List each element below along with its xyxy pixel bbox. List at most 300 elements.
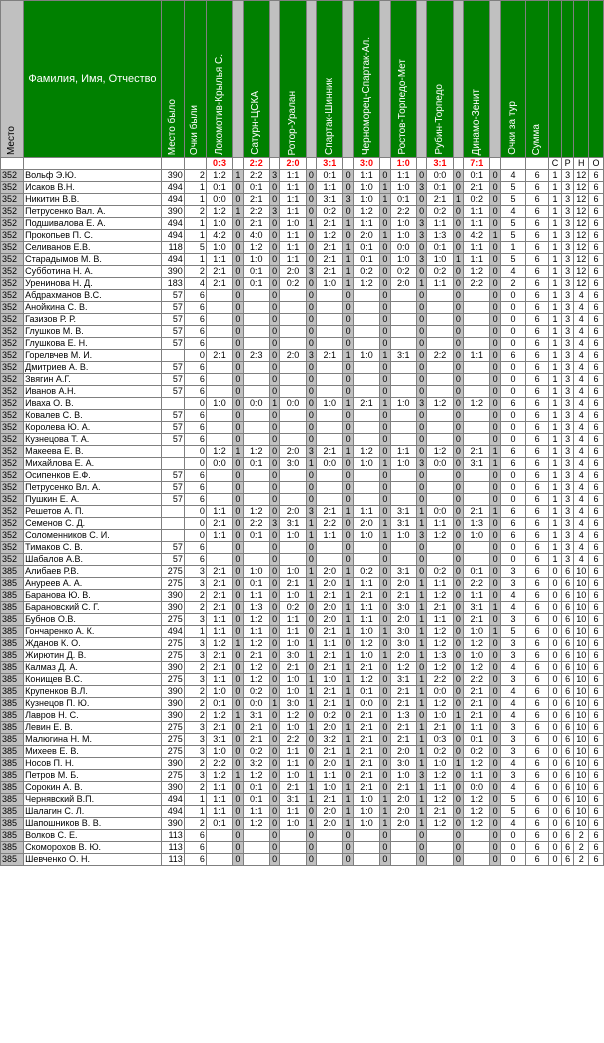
match-points-cell: 0: [269, 674, 280, 686]
match-points-cell: 1: [416, 758, 427, 770]
match-points-cell: 1: [306, 770, 317, 782]
tour-points-cell: 0: [500, 362, 525, 374]
match-points-cell: 0: [306, 602, 317, 614]
stat-cell: 4: [574, 314, 589, 326]
match-points-cell: 0: [490, 734, 501, 746]
points-were-cell: 6: [184, 374, 206, 386]
prediction-cell: 2:0: [390, 578, 416, 590]
match-points-cell: 1: [306, 674, 317, 686]
prediction-cell: 3:1: [390, 350, 416, 362]
place-cell: 385: [1, 722, 24, 734]
stat-cell: 4: [574, 350, 589, 362]
match-points-cell: 1: [306, 650, 317, 662]
match-points-cell: 0: [233, 554, 244, 566]
match-points-cell: 1: [343, 782, 354, 794]
prediction-cell: [390, 482, 416, 494]
match-points-cell: 0: [416, 662, 427, 674]
stat-cell: 4: [574, 362, 589, 374]
match-points-cell: 0: [453, 338, 464, 350]
prediction-cell: [206, 386, 232, 398]
prediction-cell: 2:0: [390, 278, 416, 290]
stat-cell: 3: [561, 182, 574, 194]
stat-cell: 4: [574, 386, 589, 398]
table-row: [1, 446, 604, 458]
prediction-cell: 1:2: [464, 638, 490, 650]
name-cell: Глушкова Е. Н.: [24, 338, 162, 350]
place-cell: 352: [1, 410, 24, 422]
prediction-cell: [243, 386, 269, 398]
stat-cell: 10: [574, 794, 589, 806]
prediction-cell: 1:1: [353, 170, 379, 182]
prediction-cell: 0:0: [464, 782, 490, 794]
match-points-cell: 0: [306, 854, 317, 866]
prediction-cell: 1:2: [317, 230, 343, 242]
match-points-cell: 0: [343, 518, 354, 530]
name-cell: Шабалов А.В.: [24, 554, 162, 566]
prediction-cell: [427, 326, 453, 338]
prediction-cell: 1:0: [353, 806, 379, 818]
match-points-cell: 0: [233, 722, 244, 734]
sum-cell: 6: [526, 494, 549, 506]
stat-cell: 3: [561, 326, 574, 338]
name-cell: Кузнецов П. Ю.: [24, 698, 162, 710]
stat-cell: 10: [574, 818, 589, 830]
table-row: [1, 230, 604, 242]
prediction-cell: [243, 422, 269, 434]
stat-cell: 4: [574, 302, 589, 314]
sum-cell: 6: [526, 842, 549, 854]
match-points-cell: 0: [269, 506, 280, 518]
stat-cell: 6: [589, 194, 604, 206]
match-points-cell: 0: [380, 422, 391, 434]
tour-points-cell: 3: [500, 746, 525, 758]
prediction-cell: [280, 386, 306, 398]
stat-cell: 0: [549, 614, 562, 626]
match-points-cell: 0: [380, 854, 391, 866]
prediction-cell: 1:2: [353, 638, 379, 650]
prediction-cell: 1:2: [206, 710, 232, 722]
prediction-cell: 0:1: [206, 818, 232, 830]
prediction-cell: 2:1: [353, 734, 379, 746]
match-points-cell: 0: [269, 806, 280, 818]
match-points-cell: 0: [380, 698, 391, 710]
match-points-cell: 0: [453, 278, 464, 290]
prediction-cell: [206, 410, 232, 422]
stat-cell: 6: [561, 698, 574, 710]
name-cell: Конищев В.С.: [24, 674, 162, 686]
stat-cell: 3: [561, 470, 574, 482]
stat-cell: 6: [589, 662, 604, 674]
match-points-cell: 0: [490, 302, 501, 314]
prediction-cell: [427, 302, 453, 314]
sum-cell: 6: [526, 254, 549, 266]
prediction-cell: 2:2: [243, 170, 269, 182]
prediction-cell: [390, 314, 416, 326]
prediction-cell: 2:1: [206, 590, 232, 602]
prediction-cell: 2:1: [317, 242, 343, 254]
prediction-cell: 2:1: [464, 710, 490, 722]
prediction-cell: 0:2: [427, 566, 453, 578]
match-points-cell: 0: [306, 290, 317, 302]
place-was-cell: 390: [161, 662, 184, 674]
match-points-cell: 0: [343, 770, 354, 782]
prediction-cell: [317, 338, 343, 350]
place-cell: 352: [1, 230, 24, 242]
prediction-cell: 3:0: [390, 602, 416, 614]
sum-cell: 6: [526, 362, 549, 374]
stat-cell: 1: [549, 290, 562, 302]
name-cell: Петрусенко Вл. А.: [24, 482, 162, 494]
table-row: [1, 350, 604, 362]
stat-cell: 6: [561, 806, 574, 818]
stat-cell: 10: [574, 770, 589, 782]
table-row: [1, 518, 604, 530]
match-points-cell: 0: [269, 770, 280, 782]
prediction-cell: 2:0: [280, 506, 306, 518]
prediction-cell: [280, 482, 306, 494]
points-were-cell: 3: [184, 578, 206, 590]
stat-cell: 6: [589, 182, 604, 194]
place-was-cell: 390: [161, 686, 184, 698]
match-points-cell: 0: [233, 602, 244, 614]
tour-points-cell: 0: [500, 326, 525, 338]
stat-cell: 3: [561, 386, 574, 398]
stat-cell: 6: [561, 830, 574, 842]
match-points-cell: 0: [453, 374, 464, 386]
stat-cell: 10: [574, 602, 589, 614]
name-cell: Баранова Ю. В.: [24, 590, 162, 602]
match-points-cell: 1: [233, 770, 244, 782]
match-points-cell: 1: [343, 590, 354, 602]
place-was-cell: 275: [161, 614, 184, 626]
table-row: [1, 710, 604, 722]
name-cell: Сорокин А. В.: [24, 782, 162, 794]
match-points-cell: 1: [490, 602, 501, 614]
place-was-cell: [161, 398, 184, 410]
match-points-cell: 1: [306, 722, 317, 734]
place-was-cell: [161, 458, 184, 470]
prediction-cell: 0:2: [280, 278, 306, 290]
prediction-cell: 1:2: [464, 818, 490, 830]
prediction-cell: [280, 338, 306, 350]
table-row: [1, 410, 604, 422]
place-cell: 352: [1, 554, 24, 566]
prediction-cell: 0:0: [206, 194, 232, 206]
match-points-cell: 0: [269, 818, 280, 830]
match-points-cell: 0: [269, 494, 280, 506]
place-cell: 352: [1, 326, 24, 338]
sum-cell: 6: [526, 470, 549, 482]
prediction-cell: 2:1: [206, 662, 232, 674]
prediction-cell: 2:2: [464, 674, 490, 686]
prediction-cell: 0:3: [427, 734, 453, 746]
tour-points-cell: 5: [500, 626, 525, 638]
match-points-cell: 0: [490, 494, 501, 506]
place-was-cell: [161, 530, 184, 542]
prediction-cell: 3:0: [390, 626, 416, 638]
match-points-cell: 0: [306, 230, 317, 242]
prediction-cell: 2:1: [353, 662, 379, 674]
match-points-cell: 0: [233, 350, 244, 362]
sum-cell: 6: [526, 650, 549, 662]
stat-cell: 6: [561, 602, 574, 614]
match-points-cell: 0: [380, 314, 391, 326]
tour-points-cell: 0: [500, 470, 525, 482]
place-cell: 385: [1, 686, 24, 698]
match-points-cell: 0: [416, 314, 427, 326]
match-points-cell: 0: [490, 686, 501, 698]
prediction-cell: [280, 422, 306, 434]
prediction-cell: [353, 482, 379, 494]
header-match-1: Локомотив-Крылья С.: [206, 1, 232, 158]
prediction-cell: [464, 338, 490, 350]
match-points-cell: 0: [343, 206, 354, 218]
points-were-cell: 2: [184, 206, 206, 218]
tour-points-cell: 0: [500, 854, 525, 866]
prediction-cell: 1:1: [280, 242, 306, 254]
match-points-cell: 0: [453, 830, 464, 842]
stat-cell: 3: [561, 170, 574, 182]
match-points-cell: 0: [233, 806, 244, 818]
match-points-cell: 0: [269, 854, 280, 866]
stat-cell: 1: [549, 458, 562, 470]
match-points-cell: 1: [453, 254, 464, 266]
header-match-4: Спартак-Шинник: [317, 1, 343, 158]
stat-cell: 6: [561, 674, 574, 686]
points-were-cell: 6: [184, 854, 206, 866]
prediction-cell: [390, 374, 416, 386]
prediction-cell: 2:1: [353, 722, 379, 734]
prediction-cell: [243, 854, 269, 866]
prediction-cell: 0:1: [243, 794, 269, 806]
tour-points-cell: 6: [500, 518, 525, 530]
place-was-cell: 57: [161, 482, 184, 494]
prediction-cell: 1:2: [427, 638, 453, 650]
match-points-cell: 0: [269, 290, 280, 302]
match-points-cell: 1: [490, 506, 501, 518]
prediction-cell: 2:0: [317, 578, 343, 590]
place-cell: 352: [1, 482, 24, 494]
stat-cell: 12: [574, 242, 589, 254]
prediction-cell: 2:1: [243, 734, 269, 746]
match-points-cell: 0: [306, 302, 317, 314]
match-points-cell: 1: [416, 518, 427, 530]
match-points-cell: 0: [269, 662, 280, 674]
prediction-cell: [317, 302, 343, 314]
prediction-cell: 1:2: [464, 662, 490, 674]
stat-cell: 6: [589, 782, 604, 794]
place-was-cell: [161, 446, 184, 458]
table-row: [1, 806, 604, 818]
place-was-cell: 57: [161, 470, 184, 482]
prediction-cell: 2:0: [390, 806, 416, 818]
prediction-cell: 0:0: [243, 398, 269, 410]
prediction-cell: 2:1: [317, 698, 343, 710]
match-points-cell: 0: [416, 374, 427, 386]
name-cell: Чернявский В.П.: [24, 794, 162, 806]
points-were-cell: 2: [184, 782, 206, 794]
stat-cell: 12: [574, 254, 589, 266]
name-cell: Пушкин Е. А.: [24, 494, 162, 506]
prediction-cell: 1:0: [206, 746, 232, 758]
table-row: [1, 638, 604, 650]
match-points-cell: 0: [269, 374, 280, 386]
tour-points-cell: 0: [500, 554, 525, 566]
prediction-cell: [464, 830, 490, 842]
prediction-cell: 0:0: [353, 698, 379, 710]
prediction-cell: 1:1: [243, 626, 269, 638]
match-points-cell: 1: [306, 518, 317, 530]
prediction-cell: 1:0: [317, 278, 343, 290]
prediction-cell: [206, 830, 232, 842]
match-points-cell: 0: [490, 662, 501, 674]
prediction-cell: [427, 542, 453, 554]
match-points-cell: 0: [269, 434, 280, 446]
prediction-cell: [427, 338, 453, 350]
match-points-cell: 0: [233, 302, 244, 314]
prediction-cell: 3:1: [464, 458, 490, 470]
name-cell: Носов П. Н.: [24, 758, 162, 770]
points-were-cell: 6: [184, 434, 206, 446]
match-points-cell: 0: [233, 662, 244, 674]
stat-cell: 10: [574, 710, 589, 722]
points-were-cell: 3: [184, 722, 206, 734]
match-points-cell: 0: [416, 326, 427, 338]
table-row: [1, 626, 604, 638]
stat-cell: 4: [574, 542, 589, 554]
name-cell: Анойкина С. В.: [24, 302, 162, 314]
match-points-cell: 1: [306, 590, 317, 602]
match-points-cell: 0: [233, 782, 244, 794]
match-points-cell: 0: [233, 746, 244, 758]
prediction-cell: 0:0: [280, 398, 306, 410]
match-points-cell: 0: [453, 446, 464, 458]
match-points-cell: 0: [490, 290, 501, 302]
prediction-cell: [390, 338, 416, 350]
match-points-cell: 0: [306, 386, 317, 398]
prediction-cell: 2:1: [390, 698, 416, 710]
prediction-cell: [280, 314, 306, 326]
name-cell: Соломенников С. И.: [24, 530, 162, 542]
prediction-cell: [280, 554, 306, 566]
stat-cell: 6: [589, 566, 604, 578]
prediction-cell: [243, 434, 269, 446]
sum-cell: 6: [526, 530, 549, 542]
stat-cell: 6: [589, 434, 604, 446]
match-points-cell: 0: [343, 470, 354, 482]
stat-cell: 1: [549, 314, 562, 326]
stat-cell: 6: [561, 794, 574, 806]
prediction-cell: 1:2: [243, 242, 269, 254]
prediction-cell: 1:1: [280, 806, 306, 818]
prediction-cell: 2:0: [353, 230, 379, 242]
match-points-cell: 0: [269, 314, 280, 326]
sum-cell: 6: [526, 278, 549, 290]
stat-cell: 4: [574, 470, 589, 482]
tour-points-cell: 0: [500, 542, 525, 554]
score-match-8: 7:1: [464, 158, 490, 170]
place-was-cell: 275: [161, 746, 184, 758]
prediction-cell: 2:1: [353, 782, 379, 794]
prediction-cell: 1:1: [427, 278, 453, 290]
match-points-cell: 0: [490, 746, 501, 758]
prediction-cell: 0:0: [427, 458, 453, 470]
sum-cell: 6: [526, 410, 549, 422]
table-row: [1, 386, 604, 398]
stat-cell: 6: [589, 794, 604, 806]
prediction-cell: 1:2: [464, 266, 490, 278]
points-were-cell: 1: [184, 194, 206, 206]
match-points-cell: 0: [269, 326, 280, 338]
match-points-cell: 0: [453, 638, 464, 650]
prediction-cell: [353, 338, 379, 350]
points-were-cell: 0: [184, 506, 206, 518]
points-were-cell: 0: [184, 398, 206, 410]
table-row: [1, 314, 604, 326]
prediction-cell: [390, 326, 416, 338]
match-points-cell: 1: [343, 806, 354, 818]
prediction-cell: 0:2: [427, 206, 453, 218]
match-points-cell: 0: [453, 674, 464, 686]
tour-points-cell: 2: [500, 278, 525, 290]
match-points-cell: 1: [269, 698, 280, 710]
prediction-cell: 1:1: [464, 254, 490, 266]
match-points-cell: 1: [416, 506, 427, 518]
match-points-cell: 1: [306, 686, 317, 698]
match-points-cell: 3: [269, 206, 280, 218]
prediction-cell: 1:2: [206, 770, 232, 782]
match-points-cell: 0: [453, 506, 464, 518]
prediction-cell: [206, 482, 232, 494]
prediction-cell: 1:2: [243, 818, 269, 830]
prediction-cell: [206, 290, 232, 302]
match-points-cell: 0: [490, 578, 501, 590]
prediction-cell: [390, 842, 416, 854]
match-points-cell: 0: [306, 626, 317, 638]
sum-cell: 6: [526, 662, 549, 674]
match-points-cell: 0: [306, 194, 317, 206]
prediction-cell: 0:1: [243, 278, 269, 290]
stat-cell: 6: [589, 218, 604, 230]
stat-cell: 6: [589, 818, 604, 830]
stat-cell: 4: [574, 374, 589, 386]
stat-cell: 6: [561, 782, 574, 794]
match-points-cell: 0: [490, 362, 501, 374]
stat-cell: 6: [589, 302, 604, 314]
prediction-cell: [353, 470, 379, 482]
match-points-cell: 3: [306, 446, 317, 458]
prediction-cell: 1:0: [353, 182, 379, 194]
match-points-cell: 0: [490, 350, 501, 362]
prediction-cell: 3:1: [280, 794, 306, 806]
match-points-cell: 0: [416, 170, 427, 182]
prediction-cell: 3:1: [464, 602, 490, 614]
prediction-cell: 1:2: [427, 530, 453, 542]
match-points-cell: 0: [453, 434, 464, 446]
prediction-cell: 1:1: [206, 254, 232, 266]
prediction-cell: 1:1: [353, 602, 379, 614]
stat-cell: 10: [574, 698, 589, 710]
sum-cell: 6: [526, 722, 549, 734]
stat-cell: 6: [589, 698, 604, 710]
prediction-cell: 1:1: [243, 806, 269, 818]
prediction-cell: [390, 410, 416, 422]
match-points-cell: 0: [453, 398, 464, 410]
prediction-cell: 1:0: [353, 818, 379, 830]
prediction-cell: [464, 554, 490, 566]
points-were-cell: 3: [184, 674, 206, 686]
prediction-cell: 1:1: [206, 782, 232, 794]
